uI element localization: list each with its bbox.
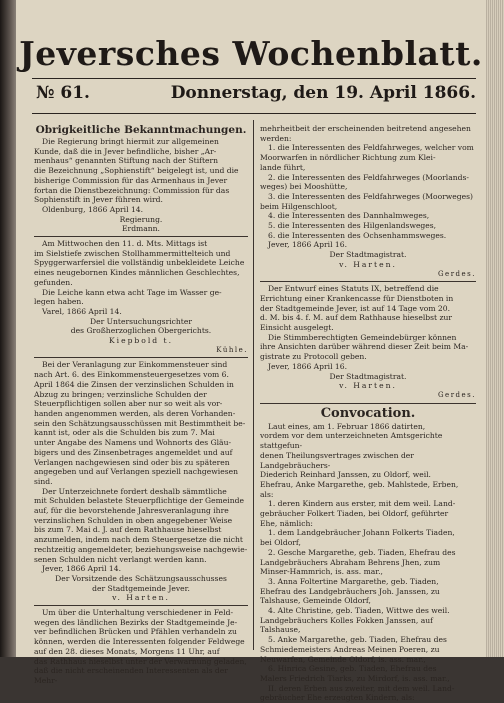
text-line: denen Theilungsvertrages zwischen der Landgebräuchers- [260, 450, 414, 470]
text-line: 6. Hinrica Gesine, geb. Tiaden, Ehefrau des [268, 664, 437, 674]
text-line: bisherige Commission für das Armenhaus in Jever [34, 175, 228, 185]
text-line: gebräucher Ehe erzeugten Kindern, als: [260, 693, 415, 703]
issue-number: № 61. [36, 83, 90, 103]
text-line: Jever, 1866 April 16. [268, 361, 348, 371]
text-line: Der Unterzeichnete fordert deshalb sämmtliche [42, 486, 227, 496]
text-line: werden: [260, 133, 292, 143]
text-line: sein den Schätzungsausschüssen mit Bestimmtheit be- [34, 418, 246, 428]
text-line: Minser-Hammrich, is. ass. mar., [260, 567, 383, 577]
section-heading: Obrigkeitliche Bekanntmachungen. [35, 124, 247, 136]
right-column [260, 124, 476, 703]
text-line: bei Oldorf, [260, 538, 301, 548]
text-line: ihre Ansichten darüber während dieser Zeit beim Ma- [260, 342, 469, 352]
signature-line: Der Untersuchungsrichter [90, 316, 192, 326]
text-line: 2. die Interessenten des Feldfahrweges (Moorlands- [268, 172, 469, 182]
signature-line: Regierung. [119, 214, 163, 224]
masthead-title: Jeversches Wochenblatt. [19, 34, 483, 73]
text-line: Malers Friedrich Tiarks, zu Mirdorf, is. ass. mar., [260, 673, 450, 683]
text-line: ver befindlichen Brücken und Pfählen verhandeln zu [34, 627, 237, 637]
text-line: 1. deren Kindern aus erster, mit dem weil. Land- [268, 499, 456, 509]
section-divider [34, 236, 248, 237]
text-line: Talshause, [260, 625, 301, 635]
book-spine [0, 0, 16, 657]
text-line: Talshause, Gemeinde Oldorf, [260, 596, 371, 606]
text-line: Die Stimmberechtigten Gemeindebürger können [268, 332, 457, 342]
text-line: Landgebräuchers Abraham Behrens Jhen, zum [260, 557, 441, 567]
text-line: 5. Anke Margarethe, geb. Tiaden, Ehefrau des [268, 635, 447, 645]
text-line: Ehefrau des Landgebräuchers Joh. Janssen, zu [260, 586, 440, 596]
signature-line: Der Stadtmagistrat. [329, 250, 407, 260]
text-line: Die Leiche kann etwa acht Tage im Wasser ge- [42, 287, 222, 297]
text-line: das Rathhaus hieselbst unter der Verwarnung geladen, [34, 656, 247, 666]
signature-name: Gerdes. [437, 390, 476, 399]
section-divider [34, 357, 248, 358]
text-line: d. M. bis 4. f. M. auf dem Rathhause hieselbst zur [260, 313, 452, 323]
text-line: Die Regierung bringt hiermit zur allgemeinen [42, 137, 219, 146]
text-line: gebräucher Folkert Tiaden, bei Oldorf, geführter [260, 509, 449, 519]
signature-line: Der Stadtmagistrat. [329, 371, 407, 381]
text-line: kannt ist, oder als die Schulden bis zum 7. Mai [34, 428, 215, 438]
text-line: weges) bei Mooshütte, [260, 182, 348, 192]
text-line: senen Schulden nicht verlangt werden kann. [34, 554, 207, 564]
text-line: 3. die Interessenten des Feldfahrweges (Moorweges) [268, 191, 473, 201]
signature-line: Erdmann. [122, 224, 160, 234]
text-line: gistrate zu Protocoll geben. [260, 352, 367, 362]
text-line: 3. Anna Foltertine Margarethe, geb. Tiaden, [268, 576, 439, 586]
text-line: auf, für die bevorstehende Jahresveranlagung ihre [34, 506, 229, 516]
text-line: die Bezeichnung „Sophienstift“ beigelegt ist, und die [34, 166, 239, 176]
text-line: auf den 28. dieses Monats, Morgens 11 Uhr, auf [34, 646, 220, 656]
masthead-rule-bottom [32, 113, 476, 114]
text-line: Oldenburg, 1866 April 14. [42, 204, 144, 214]
text-line: im Sielstiefe zwischen Stollhammermittelteich und [34, 248, 231, 258]
text-line: beim Hilgenschloot, [260, 201, 338, 211]
text-line: Varel, 1866 April 14. [42, 306, 122, 316]
text-line: Kunde, daß die in Jever befindliche, bisher „Ar- [34, 146, 217, 156]
issue-line [36, 83, 476, 103]
signature-line: des Großherzoglichen Obergerichts. [70, 326, 212, 336]
text-line: Sophienstift in Jever führen wird. [34, 195, 163, 205]
signature-name: Gerdes. [437, 269, 476, 278]
text-line: anzumelden, indem nach dem Steuergesetze die nicht [34, 535, 243, 545]
section-heading: Convocation. [320, 405, 416, 421]
text-line: eines neugebornen Kindes männlichen Geschlechtes, [34, 268, 240, 278]
text-line: Einsicht ausgelegt. [260, 323, 334, 333]
text-line: 4. Alte Christine, geb. Tiaden, Wittwe des weil. [268, 606, 450, 616]
section-divider [260, 403, 476, 404]
newspaper-page [16, 0, 486, 703]
text-line: Ehefrau, Anke Margarethe, geb. Mahlstede, Erben, [260, 479, 459, 489]
text-line: wegen des ländlichen Bezirks der Stadtgemeinde Je- [34, 617, 238, 627]
signature-name: Kühle. [216, 345, 248, 354]
text-line: Spyggerwarfersiel die vollständig unbekleidete Leiche [34, 258, 245, 268]
column-separator [253, 120, 254, 650]
text-line: Neuwarfen, Gemeinde Oldorf, is. ass. mar., [260, 654, 426, 664]
signature-name: Kiepbold t. [108, 336, 174, 346]
text-line: gefunden. [34, 277, 73, 287]
text-line: handen angenommen werden, als deren Vorhanden- [34, 408, 236, 418]
text-line: Der Entwurf eines Statuts IX, betreffend die [268, 284, 439, 294]
text-line: Schmiedemeisters Andreas Meinen Poeren, zu [260, 644, 440, 654]
text-line: lande führt, [260, 162, 306, 172]
text-line: April 1864 die Zinsen der verzinslichen Schulden in [34, 379, 234, 389]
signature-line: Der Vorsitzende des Schätzungsausschusses [55, 573, 227, 583]
text-line: II. deren Erben aus zweiter, mit dem weil. Land- [268, 683, 455, 693]
text-line: Abzug zu bringen; verzinsliche Schulden der [34, 389, 207, 399]
text-line: Steuerpflichtigen sollen aber nur so weit als vor- [34, 399, 223, 409]
signature-name: v. Harten. [339, 381, 397, 391]
text-line: 2. Gesche Margarethe, geb. Tiaden, Ehefrau des [268, 547, 456, 557]
text-line: nach Art. 6. des Einkommensteuergesetzes vom 6. [34, 370, 229, 380]
text-line: Laut eines, am 1. Februar 1866 datirten, [268, 421, 426, 431]
text-line: mehrheitbeit der erscheinenden beitretend angesehen [260, 124, 471, 133]
text-line: Bei der Veranlagung zur Einkommensteuer sind [42, 360, 228, 370]
masthead-rule-top [32, 78, 476, 79]
text-line: verzinslichen Schulden in oben angegebener Weise [34, 515, 233, 525]
text-line: menhaus“ genannten Stiftung nach der Stiftern [34, 156, 219, 166]
text-line: 5. die Interessenten des Hilgenlandsweges, [268, 221, 437, 231]
text-line: angegeben und auf Verlangen speziell nachgewiesen sind. [34, 467, 238, 486]
text-line: Um über die Unterhaltung verschiedener in Feld- [42, 608, 234, 618]
text-line: Verlangen nachgewiesen sind oder bis zu späteren [34, 457, 230, 467]
text-line: Landgebräuchers Kolles Fokken Janssen, auf [260, 615, 433, 625]
text-line: daß die nicht erscheinenden Interessenten als der Mehr- [34, 666, 228, 685]
signature-name: v. Harten. [339, 259, 397, 269]
text-line: bis zum 7. Mai d. J. auf dem Rathhause hieselbst [34, 525, 222, 535]
page-edges [486, 0, 504, 657]
text-line: unter Angabe des Namens und Wohnorts des Gläu- [34, 438, 232, 448]
text-line: Moorwarfen in nördlicher Richtung zum Klei- [260, 153, 436, 163]
text-line: 6. die Interessenten des Ochsenhammsweges. [268, 230, 447, 240]
text-line: 4. die Interessenten des Dannhalmweges, [268, 211, 430, 221]
text-line: Ehe, nämlich: [260, 518, 313, 528]
section-divider [34, 605, 248, 606]
text-line: Errichtung einer Krankencasse für Dienstboten in [260, 293, 454, 303]
text-line: Jever, 1866 April 14. [42, 564, 122, 574]
left-column [34, 124, 248, 686]
text-line: mit Schulden belastete Steuerpflichtige der Gemeinde [34, 496, 244, 506]
text-line: 1. dem Landgebräucher Johann Folkerts Tiaden, [268, 528, 455, 538]
text-line: können, werden die Interessenten folgender Feldwege [34, 637, 245, 647]
text-line: 1. die Interessenten des Feldfahrweges, welcher vom [268, 143, 474, 153]
text-line: legen haben. [34, 297, 84, 307]
text-line: Jever, 1866 April 16. [268, 240, 348, 250]
signature-name: v. Harten. [112, 593, 170, 603]
section-divider [260, 281, 476, 282]
issue-date: Donnerstag, den 19. April 1866. [170, 83, 476, 103]
text-line: bigers und des Zinsenbetrages angemeldet und auf [34, 447, 233, 457]
text-line: als: [260, 489, 274, 499]
text-line: rechtzeitig angemeldeter, beziehungsweise nachgewie- [34, 544, 248, 554]
text-line: Diederich Reinhard Janssen, zu Oldorf, weil. [260, 470, 431, 480]
text-line: fortan die Dienstbezeichnung: Commission für das [34, 185, 230, 195]
text-line: der Stadtgemeinde Jever, ist auf 14 Tage vom 20. [260, 303, 451, 313]
text-line: Am Mittwochen den 11. d. Mts. Mittags ist [42, 239, 208, 249]
text-line: vordem vor dem unterzeichneten Amtsgerichte stattgefun- [260, 431, 443, 451]
signature-line: der Stadtgemeinde Jever. [92, 583, 190, 593]
